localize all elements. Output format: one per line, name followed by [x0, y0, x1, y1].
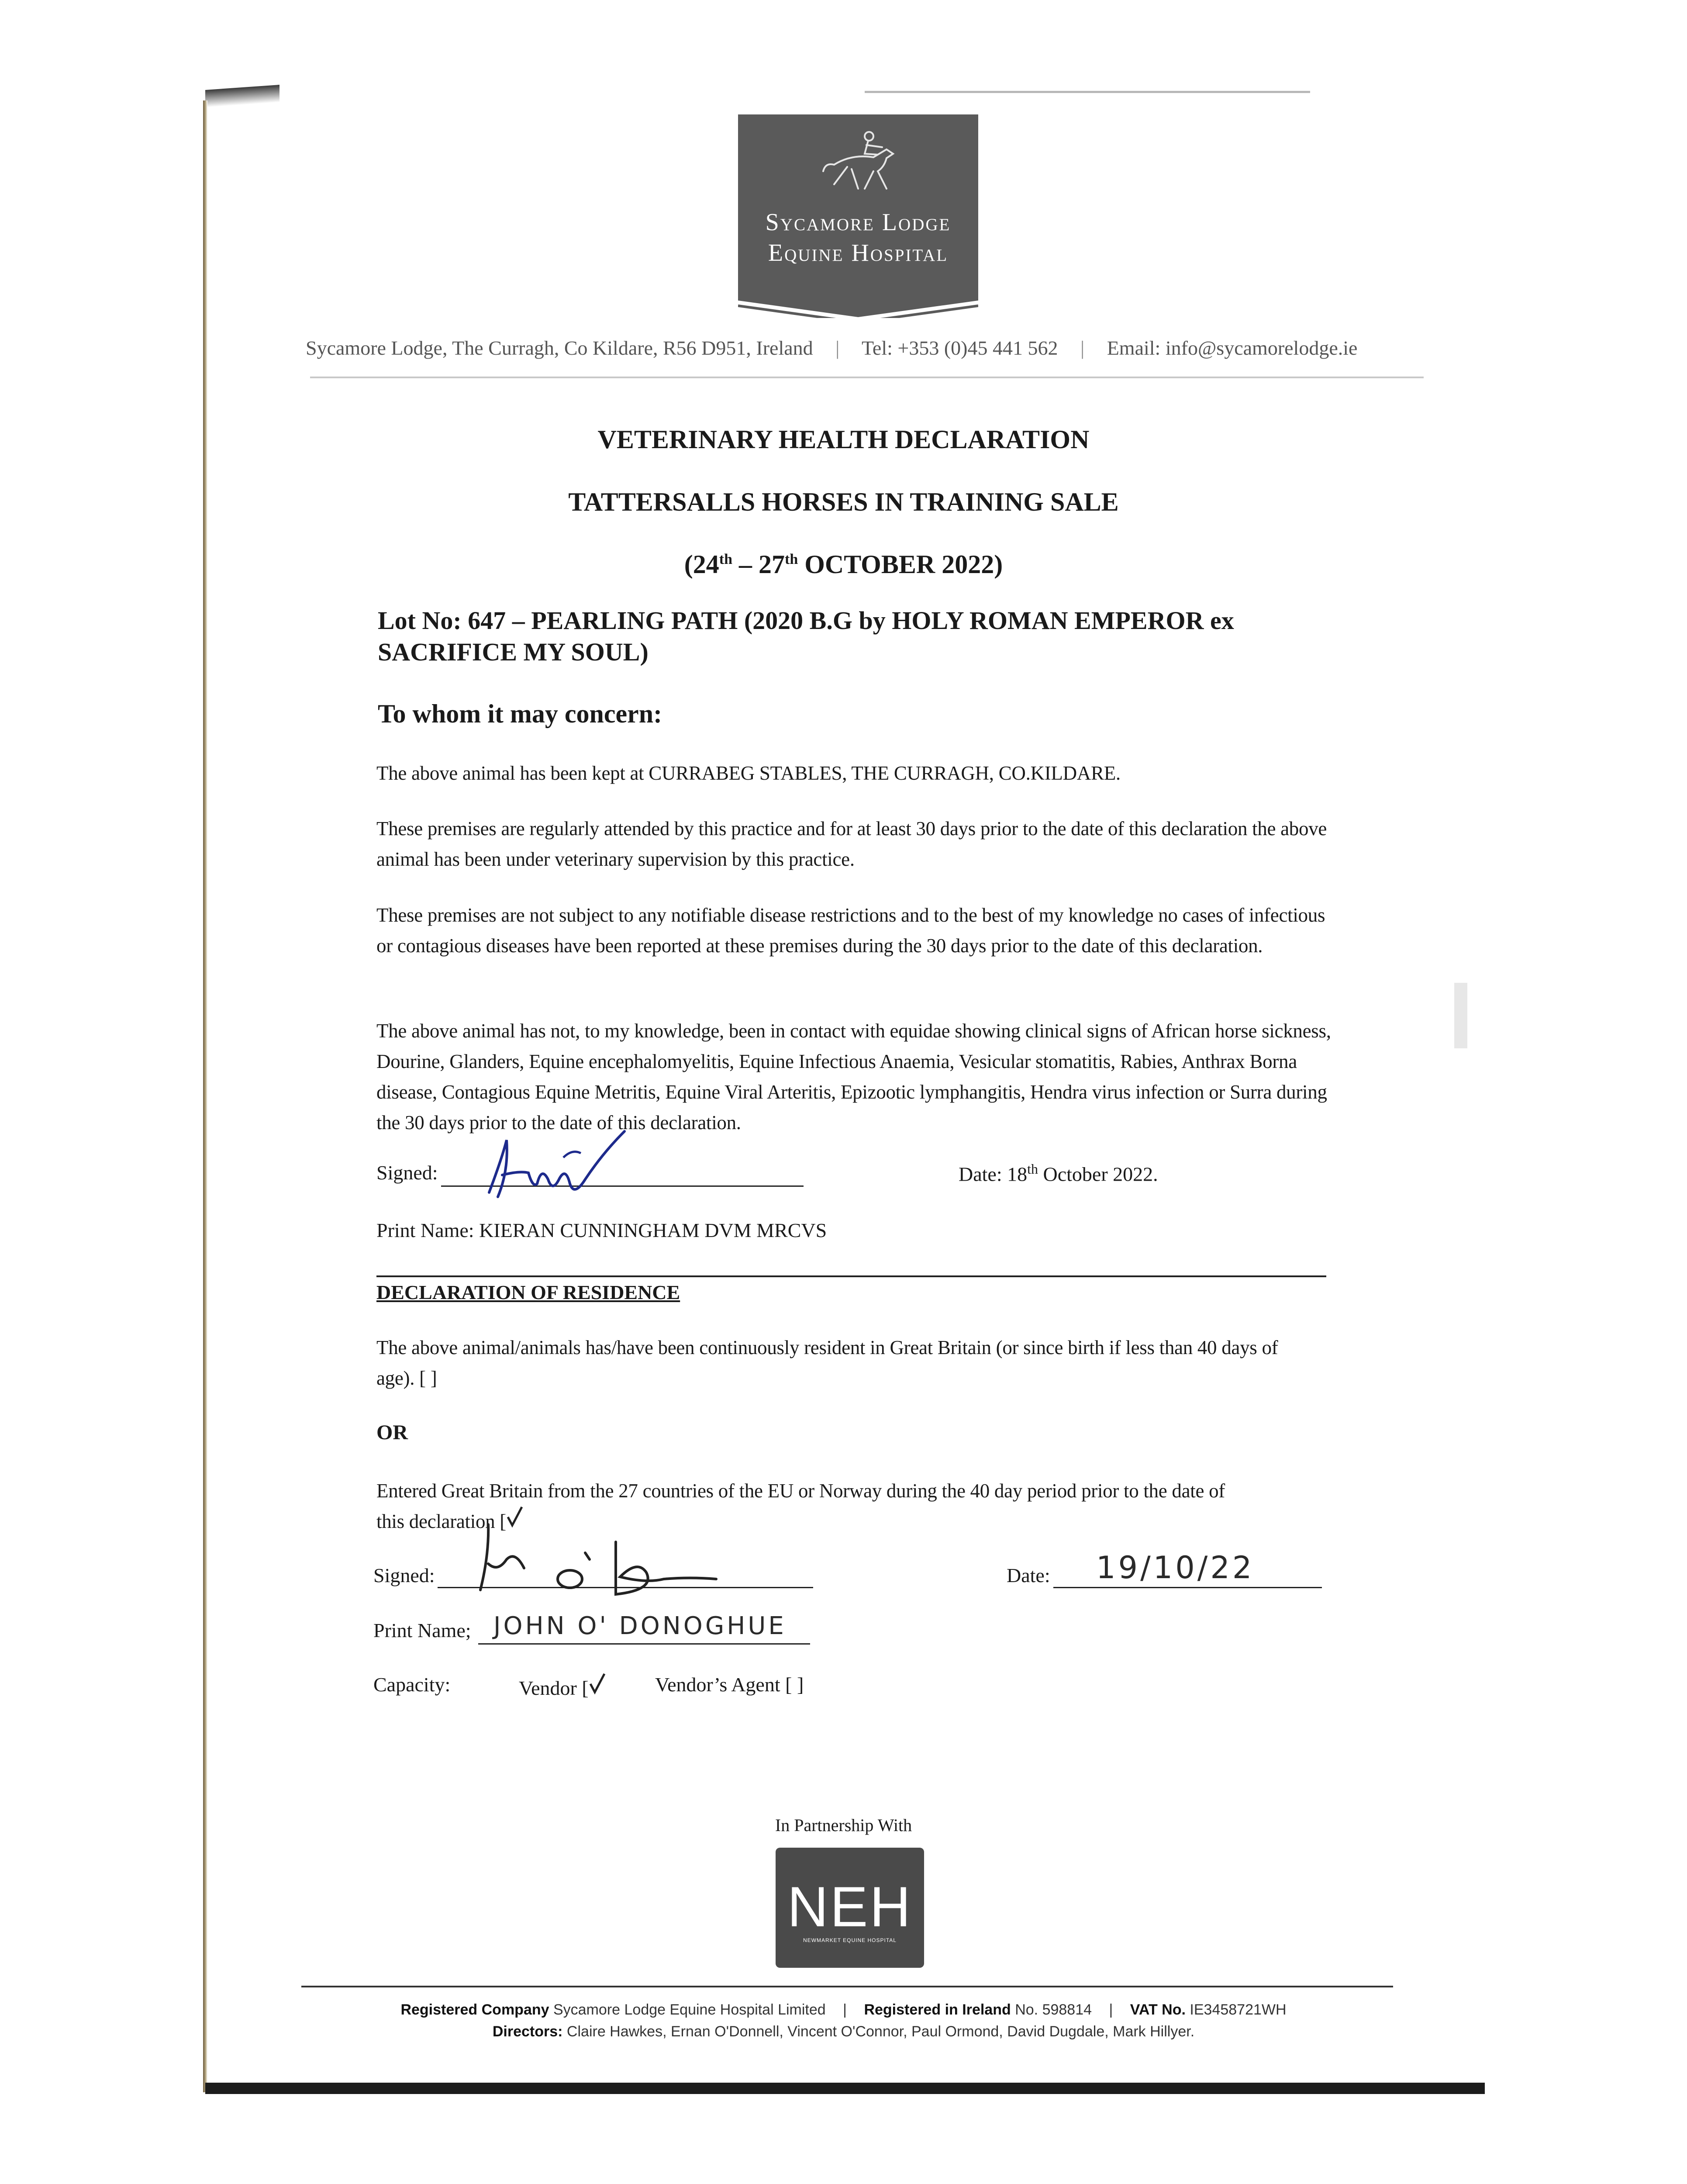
vendor-signature: [472, 1507, 786, 1603]
scan-shadow: [205, 85, 279, 107]
vendor-print-name-label: Print Name;: [373, 1619, 471, 1641]
vendor-date-label: Date:: [1007, 1564, 1050, 1586]
telephone-text: Tel: +353 (0)45 441 562: [862, 337, 1058, 359]
residence-paragraph: The above animal/animals has/have been continuously resident in Great Britain (or since birth if less than 40 days of age). [ ]: [376, 1337, 1278, 1389]
vet-signed-label: Signed:: [376, 1161, 438, 1184]
residence-heading: DECLARATION OF RESIDENCE: [376, 1281, 680, 1303]
scan-artifact: [1454, 983, 1467, 1048]
logo-line2: Equine Hospital: [768, 239, 949, 266]
footer-registration: Registered Company Sycamore Lodge Equine Hospital Limited | Registered in Ireland No. 598814 | VAT No. IE3458721WH: [400, 2001, 1287, 2018]
vendor-signed-label: Signed:: [373, 1564, 435, 1586]
email-text: Email: info@sycamorelodge.ie: [1107, 337, 1358, 359]
scan-top-rule: [865, 91, 1310, 93]
footer-directors: Directors: Claire Hawkes, Ernan O'Donnell, Vincent O'Connor, Paul Ormond, David Dugdale, Mark Hillyer.: [492, 2023, 1195, 2040]
letterhead-address: Sycamore Lodge, The Curragh, Co Kildare, R56 D951, Ireland | Tel: +353 (0)45 441 562 | Email: info@sycamorelodge.ie: [306, 337, 1358, 359]
logo-chevron: [738, 283, 978, 318]
or-label: OR: [376, 1421, 408, 1444]
salutation: To whom it may concern:: [378, 699, 662, 728]
neh-logo: [776, 1848, 924, 1968]
lot-details: Lot No: 647 – PEARLING PATH (2020 B.G by HOLY ROMAN EMPEROR ex SACRIFICE MY SOUL): [378, 606, 1234, 666]
paragraph-contact-equidae: The above animal has not, to my knowledge, been in contact with equidae showing clinical signs of African horse sickness, Dourine, Glanders, Equine encephalomyelitis, Equine Infectious Anaemia, Vesicular stomatitis, Rabies, Anthrax Borna disease, Contagious Equine Metritis, Equine Viral Arteritis, Epizootic lymphangitis, Hendra virus infection or Surra during the 30 days prior to the date of this declaration.: [376, 1020, 1331, 1133]
sale-dates: (24th – 27th OCTOBER 2022): [684, 550, 1003, 579]
logo-line1: Sycamore Lodge: [765, 209, 951, 236]
section-divider: [376, 1275, 1326, 1277]
footer-divider: [301, 1986, 1393, 1987]
racehorse-icon: [821, 123, 900, 197]
neh-logo-letters: NEH: [787, 1875, 913, 1939]
vendor-date-line: [1053, 1587, 1322, 1588]
vendor-option: Vendor [: [519, 1673, 606, 1700]
paragraph-disease-restrictions: These premises are not subject to any notifiable disease restrictions and to the best of my knowledge no cases of infectious or contagious diseases have been reported at these premises during the 30 days prior to the date of this declaration.: [376, 904, 1325, 957]
letterhead-divider: [310, 377, 1424, 378]
handwritten-date: 19/10/22: [1096, 1550, 1255, 1586]
vendor-agent-option: Vendor’s Agent [ ]: [655, 1673, 804, 1696]
sale-title: TATTERSALLS HORSES IN TRAINING SALE: [568, 487, 1119, 516]
address-text: Sycamore Lodge, The Curragh, Co Kildare, R56 D951, Ireland: [306, 337, 813, 359]
capacity-label: Capacity:: [373, 1673, 451, 1696]
partnership-label: In Partnership With: [775, 1815, 912, 1835]
scan-bottom-edge: [205, 2083, 1485, 2094]
handwritten-print-name: JOHN O' DONOGHUE: [493, 1612, 787, 1640]
vet-print-name: Print Name: KIERAN CUNNINGHAM DVM MRCVS: [376, 1219, 827, 1241]
vet-date: Date: 18th October 2022.: [959, 1161, 1158, 1185]
paragraph-premises: The above animal has been kept at CURRABEG STABLES, THE CURRAGH, CO.KILDARE.: [376, 762, 1121, 784]
sycamore-lodge-logo: [738, 114, 978, 285]
document-title: VETERINARY HEALTH DECLARATION: [597, 425, 1090, 454]
vendor-tick: [589, 1673, 606, 1700]
vendor-print-name-line: [478, 1643, 810, 1645]
scan-left-edge: [203, 100, 207, 2092]
neh-logo-subtitle: NEWMARKET EQUINE HOSPITAL: [803, 1937, 897, 1943]
residence-eu-paragraph: Entered Great Britain from the 27 countries of the EU or Norway during the 40 day period prior to the date of this declaration [: [376, 1476, 1381, 1537]
vet-signature: [472, 1123, 629, 1206]
paragraph-supervision: These premises are regularly attended by this practice and for at least 30 days prior to the date of this declaration the above animal has been under veterinary supervision by this practice.: [376, 818, 1327, 870]
